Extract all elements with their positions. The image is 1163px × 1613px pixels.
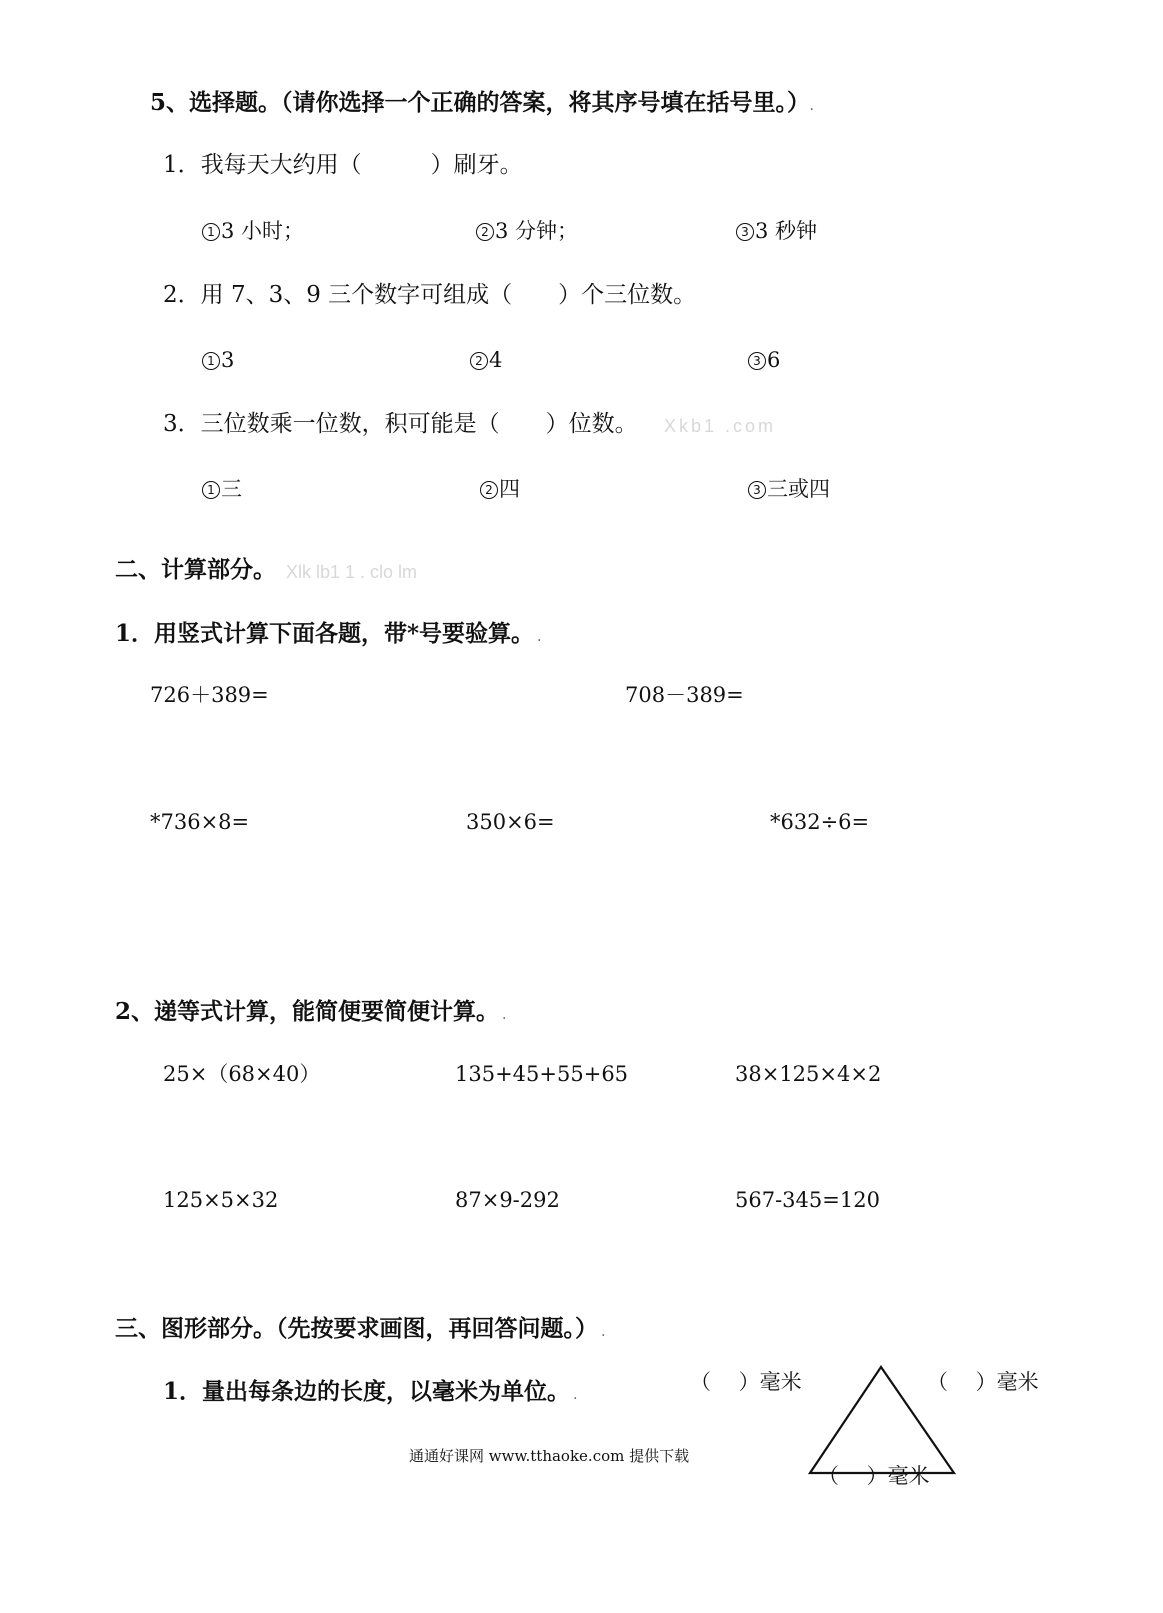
question-1-option-b[interactable]: 2 3 分钟； bbox=[476, 221, 578, 242]
expression: 87×9-292 bbox=[455, 1188, 560, 1212]
circled-number-icon: 3 bbox=[736, 223, 754, 241]
question-2-option-b[interactable]: 2 4 bbox=[470, 350, 502, 371]
question-2-text: 2．用 7、3、9 三个数字可组成（ ）个三位数。 bbox=[163, 282, 697, 308]
circled-number-icon: 2 bbox=[480, 481, 498, 499]
expression: *736×8= bbox=[150, 810, 250, 834]
watermark-text: Xkb1 .com bbox=[664, 416, 777, 436]
question-3-option-b[interactable]: 2 四 bbox=[480, 479, 520, 500]
expression: 25×（68×40） bbox=[163, 1062, 321, 1086]
circled-number-icon: 1 bbox=[202, 481, 220, 499]
question-1-option-c[interactable]: 3 3 秒钟 bbox=[736, 221, 817, 242]
circled-number-icon: 1 bbox=[202, 223, 220, 241]
calc-sub2-heading: 2、递等式计算，能简便要简便计算。 . bbox=[115, 998, 506, 1025]
triangle-left-side-answer[interactable]: （ ）毫米 bbox=[690, 1370, 802, 1394]
expression: 350×6= bbox=[466, 810, 555, 834]
circled-number-icon: 2 bbox=[476, 223, 494, 241]
expression: *632÷6= bbox=[770, 810, 870, 834]
expression: 125×5×32 bbox=[163, 1188, 279, 1212]
expression: 726＋389= bbox=[150, 683, 269, 707]
question-1-option-a[interactable]: 1 3 小时； bbox=[202, 221, 304, 242]
part2-heading: 二、计算部分。 bbox=[115, 556, 276, 583]
circled-number-icon: 3 bbox=[748, 352, 766, 370]
expression: 38×125×4×2 bbox=[735, 1062, 882, 1086]
question-1-text: 1．我每天大约用（ ）刷牙。 bbox=[163, 152, 523, 178]
circled-number-icon: 2 bbox=[470, 352, 488, 370]
expression: 135+45+55+65 bbox=[455, 1062, 629, 1086]
calc-sub1-heading: 1．用竖式计算下面各题，带*号要验算。 . bbox=[115, 620, 541, 647]
triangle-bottom-side-answer[interactable]: （ ）毫米 bbox=[818, 1464, 930, 1488]
section5-heading: 5、选择题。（请你选择一个正确的答案，将其序号填在括号里。）. bbox=[150, 89, 814, 116]
page-footer: 通通好课网 www.tthaoke.com 提供下载 bbox=[409, 1447, 690, 1465]
question-2-option-a[interactable]: 1 3 bbox=[202, 350, 234, 371]
question-3-option-c[interactable]: 3 三或四 bbox=[748, 479, 830, 500]
expression: 708－389= bbox=[625, 683, 744, 707]
circled-number-icon: 3 bbox=[748, 481, 766, 499]
watermark-text: Xlk lb1 1 . clo lm bbox=[286, 562, 418, 582]
expression: 567-345=120 bbox=[735, 1188, 880, 1212]
question-3-text: 3．三位数乘一位数，积可能是（ ）位数。 bbox=[163, 411, 638, 437]
question-2-option-c[interactable]: 3 6 bbox=[748, 350, 780, 371]
part3-heading: 三、图形部分。（先按要求画图，再回答问题。） . bbox=[115, 1315, 605, 1342]
triangle-right-side-answer[interactable]: （ ）毫米 bbox=[927, 1370, 1039, 1394]
circled-number-icon: 1 bbox=[202, 352, 220, 370]
geometry-sub1-heading: 1．量出每条边的长度，以毫米为单位。 . bbox=[163, 1378, 577, 1405]
question-3-option-a[interactable]: 1 三 bbox=[202, 479, 242, 500]
